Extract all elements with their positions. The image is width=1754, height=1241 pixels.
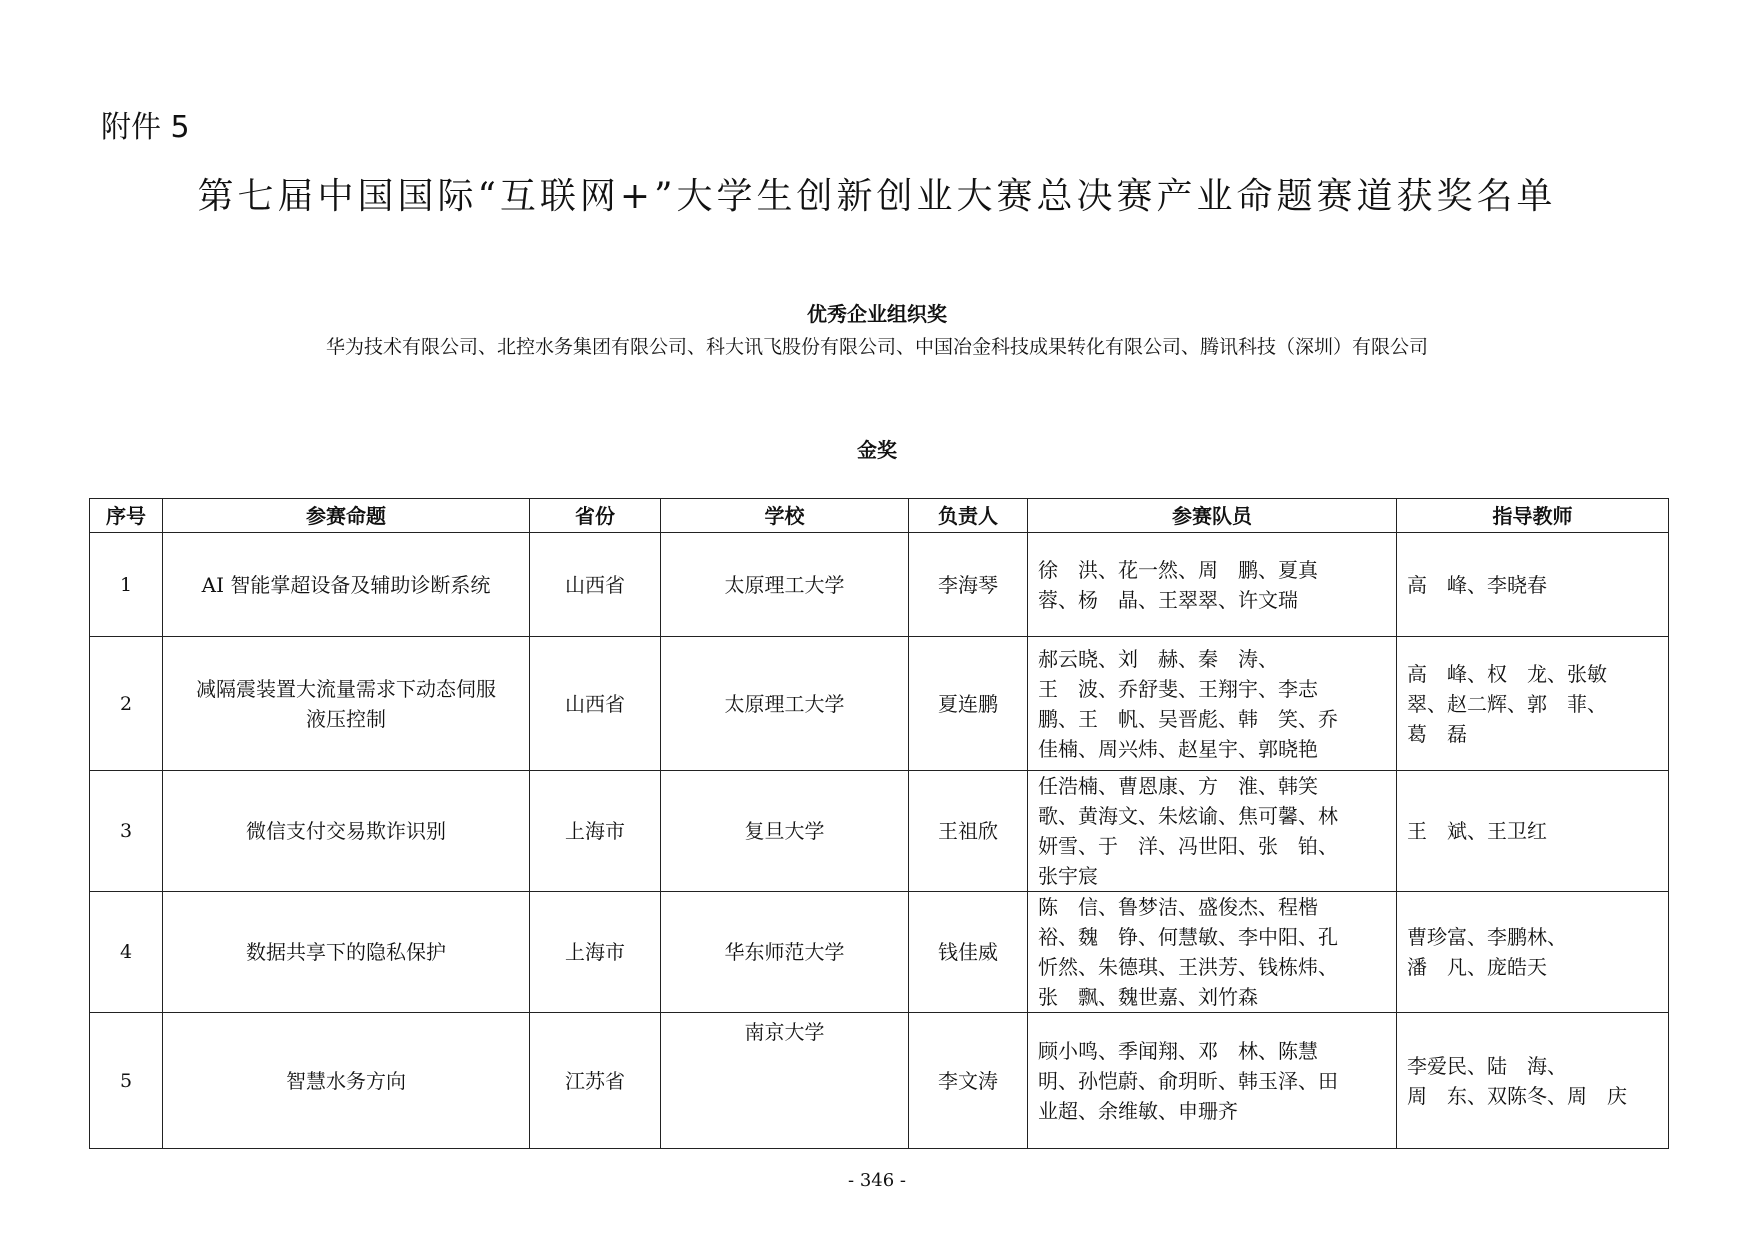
topic-line: 液压控制 <box>306 706 386 731</box>
topic-cell: 智慧水务方向 <box>163 1013 530 1149</box>
topic-cell: 数据共享下的隐私保护 <box>163 892 530 1013</box>
advisor-line: 潘 凡、庞皓天 <box>1407 955 1547 979</box>
row-number: 1 <box>90 533 163 637</box>
school-cell: 太原理工大学 <box>661 533 909 637</box>
member-line: 陈 信、鲁梦洁、盛俊杰、程楷 <box>1038 895 1318 919</box>
members-cell <box>1028 892 1397 1013</box>
province-cell: 上海市 <box>530 892 661 1013</box>
members-cell <box>1028 771 1397 892</box>
school-cell: 复旦大学 <box>661 771 909 892</box>
member-line: 佳楠、周兴炜、赵星宇、郭晓艳 <box>1038 736 1318 761</box>
member-line: 明、孙恺蔚、俞玥昕、韩玉泽、田 <box>1038 1068 1338 1093</box>
member-line: 郝云晓、刘 赫、秦 涛、 <box>1038 646 1278 671</box>
leader-cell: 王祖欣 <box>909 771 1028 892</box>
leader-cell: 钱佳威 <box>909 892 1028 1013</box>
org-award-title: 优秀企业组织奖 <box>807 302 947 326</box>
column-header: 负责人 <box>909 499 1028 533</box>
topic-cell <box>163 637 530 771</box>
member-line: 妍雪、于 洋、冯世阳、张 铂、 <box>1038 834 1338 858</box>
topic-line: 减隔震装置大流量需求下动态伺服 <box>196 676 496 701</box>
members-cell <box>1028 1013 1397 1149</box>
advisor-line: 高 峰、李晓春 <box>1407 572 1547 597</box>
advisors-cell <box>1397 637 1669 771</box>
topic-cell: AI 智能掌超设备及辅助诊断系统 <box>163 533 530 637</box>
member-line: 业超、余维敏、申珊齐 <box>1038 1098 1238 1123</box>
member-line: 忻然、朱德琪、王洪芳、钱栋炜、 <box>1038 955 1338 979</box>
gold-award-table <box>89 498 1669 1149</box>
advisor-line: 葛 磊 <box>1407 721 1467 746</box>
school-cell: 太原理工大学 <box>661 637 909 771</box>
province-cell: 山西省 <box>530 533 661 637</box>
row-number: 2 <box>90 637 163 771</box>
advisors-cell <box>1397 892 1669 1013</box>
member-line: 张宇宸 <box>1038 864 1098 888</box>
member-line: 蓉、杨 晶、王翠翠、许文瑞 <box>1038 587 1298 612</box>
table-row <box>90 771 1669 892</box>
members-cell <box>1028 533 1397 637</box>
leader-cell: 李海琴 <box>909 533 1028 637</box>
province-cell: 江苏省 <box>530 1013 661 1149</box>
row-number: 3 <box>90 771 163 892</box>
member-line: 张 飘、魏世嘉、刘竹森 <box>1038 985 1258 1009</box>
column-header: 学校 <box>661 499 909 533</box>
member-line: 任浩楠、曹恩康、方 淮、韩笑 <box>1038 774 1318 798</box>
column-header: 指导教师 <box>1397 499 1669 533</box>
member-line: 鹏、王 帆、吴晋彪、韩 笑、乔 <box>1038 706 1338 731</box>
table-header-row <box>90 499 1669 533</box>
column-header: 省份 <box>530 499 661 533</box>
province-cell: 山西省 <box>530 637 661 771</box>
table-row <box>90 533 1669 637</box>
leader-cell: 夏连鹏 <box>909 637 1028 771</box>
advisor-line: 王 斌、王卫红 <box>1407 819 1547 843</box>
advisor-line: 周 东、双陈冬、周 庆 <box>1407 1083 1627 1108</box>
school-cell: 南京大学 <box>661 1013 909 1149</box>
advisor-line: 高 峰、权 龙、张敏 <box>1407 661 1607 686</box>
gold-award-title: 金奖 <box>857 438 897 462</box>
member-line: 顾小鸣、季闻翔、邓 林、陈慧 <box>1038 1038 1318 1063</box>
column-header: 参赛命题 <box>163 499 530 533</box>
org-award-companies: 华为技术有限公司、北控水务集团有限公司、科大讯飞股份有限公司、中国冶金科技成果转化有限公司、腾讯科技（深圳）有限公司 <box>325 336 1428 358</box>
advisor-line: 曹珍富、李鹏林、 <box>1407 925 1567 949</box>
column-header: 序号 <box>90 499 163 533</box>
member-line: 裕、魏 铮、何慧敏、李中阳、孔 <box>1038 925 1338 949</box>
row-number: 5 <box>90 1013 163 1149</box>
advisor-line: 李爱民、陆 海、 <box>1407 1053 1567 1078</box>
page-number: - 346 - <box>848 1170 906 1191</box>
advisors-cell <box>1397 771 1669 892</box>
leader-cell: 李文涛 <box>909 1013 1028 1149</box>
advisor-line: 翠、赵二辉、郭 菲、 <box>1407 691 1607 716</box>
topic-cell: 微信支付交易欺诈识别 <box>163 771 530 892</box>
member-line: 徐 洪、花一然、周 鹏、夏真 <box>1038 557 1318 582</box>
table-row <box>90 892 1669 1013</box>
document-title: 第七届中国国际“互联网+”大学生创新创业大赛总决赛产业命题赛道获奖名单 <box>197 176 1557 217</box>
school-cell: 华东师范大学 <box>661 892 909 1013</box>
attachment-label: 附件 5 <box>101 110 190 145</box>
advisors-cell <box>1397 1013 1669 1149</box>
column-header: 参赛队员 <box>1028 499 1397 533</box>
members-cell <box>1028 637 1397 771</box>
table-row <box>90 637 1669 771</box>
member-line: 王 波、乔舒斐、王翔宇、李志 <box>1038 676 1318 701</box>
advisors-cell <box>1397 533 1669 637</box>
row-number: 4 <box>90 892 163 1013</box>
table-row <box>90 1013 1669 1149</box>
member-line: 歌、黄海文、朱炫谕、焦可馨、林 <box>1038 804 1338 828</box>
province-cell: 上海市 <box>530 771 661 892</box>
